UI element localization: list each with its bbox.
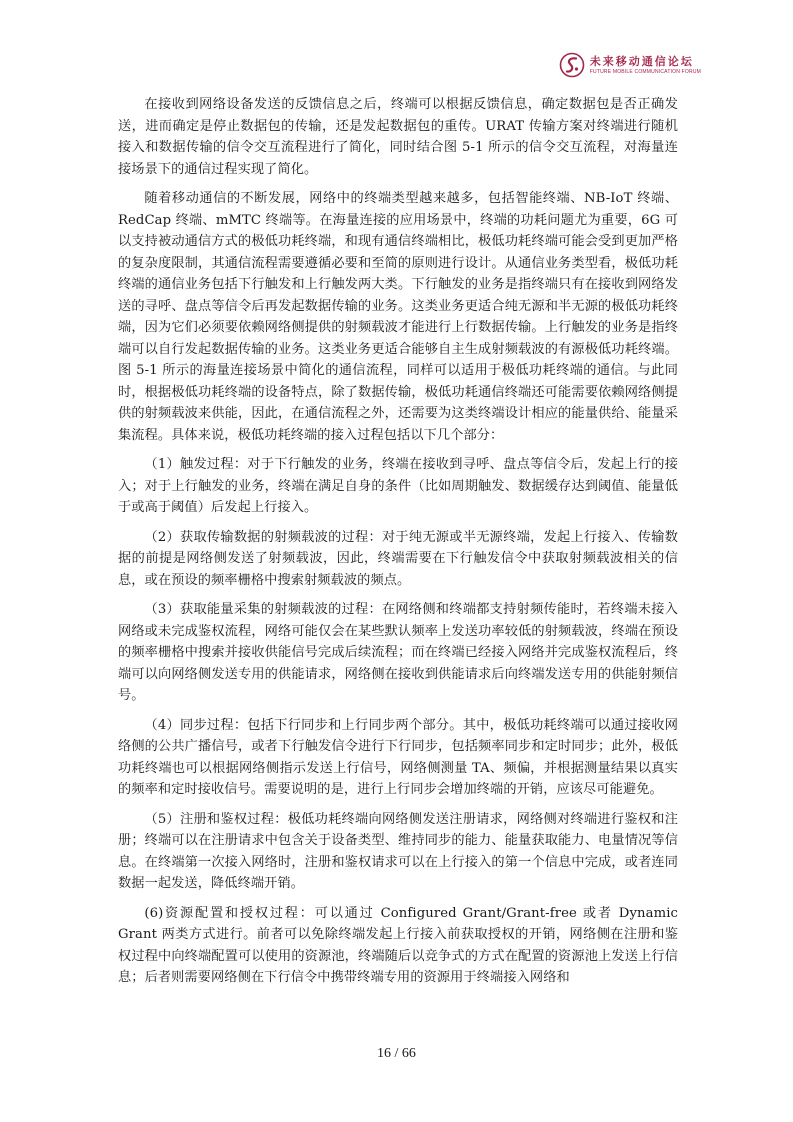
forum-logo-icon bbox=[559, 52, 585, 78]
forum-name-en: FUTURE MOBILE COMMUNICATION FORUM bbox=[589, 68, 701, 75]
paragraph: （4）同步过程：包括下行同步和上行同步两个部分。其中，极低功耗终端可以通过接收网络侧的公共广播信号，或者下行触发信令进行下行同步，包括频率同步和定时同步；此外，极低功耗终端也可以根据网络侧指示发送上行信号，网络侧测量 TA、频偏，并根据测量结果以真实的频率和定时接收信号。需要说明的是，进行上行同步会增加终端的开销，应该尽可能避免。 bbox=[118, 717, 678, 797]
paragraph: （3）获取能量采集的射频载波的过程：在网络侧和终端都支持射频传能时，若终端未接入网络或未完成鉴权流程，网络可能仅会在某些默认频率上发送功率较低的射频载波，终端在预设的频率栅格中搜索并接收供能信号完成后续流程；而在终端已经接入网络并完成鉴权流程后，终端可以向网络侧发送专用的供能请求，网络侧在接收到供能请求后向终端发送专用的供能射频信号。 bbox=[118, 602, 678, 703]
document-body bbox=[118, 94, 678, 997]
page-number: 16 / 66 bbox=[377, 1046, 416, 1061]
paragraph: 随着移动通信的不断发展，网络中的终端类型越来越多，包括智能终端、NB-IoT 终端、RedCap 终端、mMTC 终端等。在海量连接的应用场景中，终端的功耗问题尤为重要，6G 可以支持被动通信方式的极低功耗终端，和现有通信终端相比，极低功耗终端可能会受到更加严格的复杂度限制，其通信流程需要遵循必要和至简的原则进行设计。从通信业务类型看，极低功耗终端的通信业务包括下行触发和上行触发两大类。下行触发的业务是指终端只有在接收到网络发送的寻呼、盘点等信令后再发起数据传输的业务。这类业务更适合纯无源和半无源的极低功耗终端，因为它们必须要依赖网络侧提供的射频载波才能进行上行数据传输。上行触发的业务是指终端可以自行发起数据传输的业务。这类业务更适合能够自主生成射频载波的有源极低功耗终端。图 5-1 所示的海量连接场景中简化的通信流程，同样可以适用于极低功耗终端的通信。与此同时，根据极低功耗终端的设备特点，除了数据传输，极低功耗通信终端还可能需要依赖网络侧提供的射频载波来供能，因此，在通信流程之外，还需要为这类终端设计相应的能量供给、能量采集流程。具体来说，极低功耗终端的接入过程包括以下几个部分： bbox=[118, 191, 678, 443]
paragraph: (6)资源配置和授权过程：可以通过 Configured Grant/Grant-free 或者 Dynamic Grant 两类方式进行。前者可以免除终端发起上行接入前获取授权的开销，网络侧在注册和鉴权过程中向终端配置可以使用的资源池，终端随后以竞争式的方式在配置的资源池上发送上行信息；后者则需要网络侧在下行信令中携带终端专用的资源用于终端接入网络和 bbox=[118, 905, 678, 985]
forum-logo bbox=[559, 52, 701, 78]
paragraph: （5）注册和鉴权过程：极低功耗终端向网络侧发送注册请求，网络侧对终端进行鉴权和注册；终端可以在注册请求中包含关于设备类型、维持同步的能力、能量获取能力、电量情况等信息。在终端第一次接入网络时，注册和鉴权请求可以在上行接入的第一个信息中完成，或者连同数据一起发送，降低终端开销。 bbox=[118, 811, 678, 891]
forum-name-cn: 未来移动通信论坛 bbox=[589, 54, 694, 68]
paragraph: （2）获取传输数据的射频载波的过程：对于纯无源或半无源终端，发起上行接入、传输数据的前提是网络侧发送了射频载波，因此，终端需要在下行触发信令中获取射频载波相关的信息，或在预设的频率栅格中搜索射频载波的频点。 bbox=[118, 529, 678, 588]
paragraph: 在接收到网络设备发送的反馈信息之后，终端可以根据反馈信息，确定数据包是否正确发送，进而确定是停止数据包的传输，还是发起数据包的重传。URAT 传输方案对终端进行随机接入和数据传输的信令交互流程进行了简化，同时结合图 5-1 所示的信令交互流程，对海量连接场景下的通信过程实现了简化。 bbox=[118, 97, 678, 177]
paragraph: （1）触发过程：对于下行触发的业务，终端在接收到寻呼、盘点等信令后，发起上行的接入；对于上行触发的业务，终端在满足自身的条件（比如周期触发、数据缓存达到阈值、能量低于或高于阈值）后发起上行接入。 bbox=[118, 457, 678, 515]
